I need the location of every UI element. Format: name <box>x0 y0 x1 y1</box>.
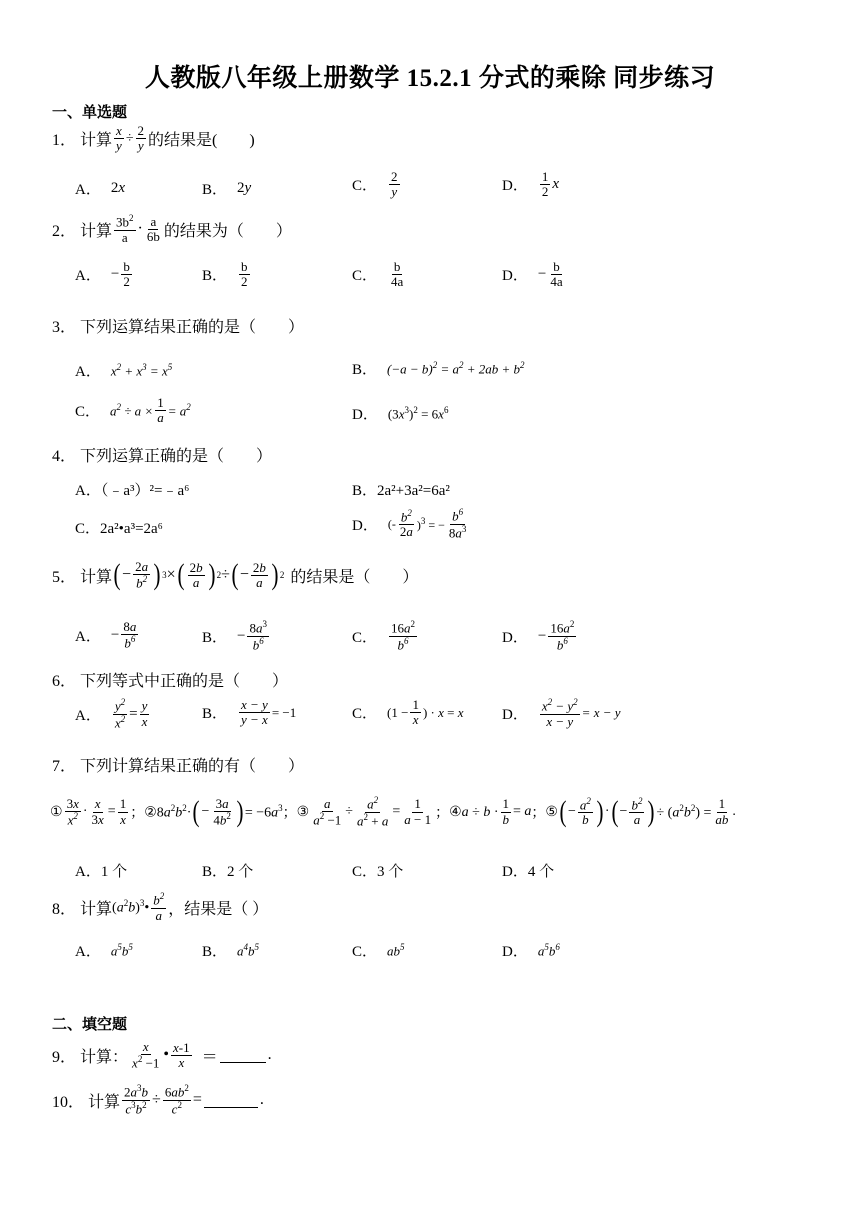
question-10: 10． 计算 $\frac{2a^3b}{c^3b^2}$ ÷ $\frac{6ab^2}{c^2}$ = . <box>52 1083 264 1116</box>
question-suffix: 的结果是（ ） <box>290 568 419 586</box>
question-suffix: 的结果是( ) <box>148 132 255 150</box>
question-prefix: 计算 <box>80 222 113 240</box>
option-a[interactable]: A． $\frac{y^2}{x^2}$ = $\frac{y}{x}$ <box>75 697 148 730</box>
option-b[interactable]: B． $a^4b^5$ <box>202 941 260 960</box>
option-d[interactable]: D．4 个 <box>502 864 555 880</box>
option-c[interactable]: C． $\frac{2}{y}$ <box>352 169 398 200</box>
option-b[interactable]: B． $(-a - b)^2 = a^2 + 2ab + b^2$ <box>352 359 525 378</box>
question-3 <box>52 314 304 337</box>
question-number: 2． <box>52 222 77 240</box>
question-1: 1． 计算 $\frac{x}{y}$ ÷ $\frac{2}{y}$ 的结果是( ) <box>52 123 255 154</box>
option-b[interactable]: B． − $\frac{8a^3}{b^6}$ <box>202 619 267 652</box>
option-d[interactable]: D． $\frac{x^2 - y^2}{x - y}$ = x − y <box>502 697 621 729</box>
period: . <box>259 1091 264 1109</box>
option-a[interactable]: A． $x^2 + x^3 = x^5$ <box>75 361 173 380</box>
option-d[interactable]: D． $(3x^3)^2 = 6x^6$ <box>352 404 449 423</box>
option-d[interactable]: D． − $\frac{16a^2}{b^6}$ <box>502 619 575 652</box>
option-b[interactable]: B． $\frac{b}{2}$ <box>202 259 248 290</box>
math-fraction: $\frac{3b^2}{a}$ <box>116 213 134 245</box>
option-b[interactable]: B． 2y <box>202 180 252 198</box>
question-8: 8． 计算 $(a^2b)^3•$ $\frac{b^2}{a}$ ，结果是（ ） <box>52 891 269 923</box>
section-heading-single-choice: 一、单选题 <box>52 105 128 121</box>
question-7-statements: ① $\frac{3x}{x^2}$ · $\frac{x}{3x}$ = $\frac{1}{x}$ ； $②8a^2b^2\cdot$ ( − $\frac{3a}{4b^2}$ ) = $-6a^3$ ； ③ $\frac{a}{a^2 -1}$ ÷ $\frac{a^2}{a^2 + a}$ = $\frac{1}{a - 1}$ ； ④a ÷ b · $\frac{1}{b}$ = a ； ⑤ ( − $\frac{a^2}{b}$ ) · ( − $\frac{b^2}{a}$ ) ÷ $(a^2b^2)$ = $\frac{1}{ab}$ . <box>50 795 736 829</box>
option-d[interactable]: D． (- $\frac{b^2}{2a}$ )$^3$ = − $\frac{b^6}{8a^3}$ <box>352 507 467 540</box>
question-9: 9． 计算： $\frac{x}{x^2 -1}$ • $\frac{x-1}{x}$ ＝ . <box>52 1039 272 1071</box>
section-heading-fill-blank: 二、填空题 <box>52 1017 128 1033</box>
question-prefix: 计算： <box>80 1048 129 1066</box>
question-prefix: 计算 <box>80 900 113 918</box>
question-5: 5． 计算 ( − $\frac{2a}{b^2}$ ) 3 × ( $\frac{2b}{a}$ ) 2 ÷ ( − $\frac{2b}{a}$ ) 2 的结果是（ ） <box>52 558 419 592</box>
question-text: 下列等式中正确的是（ ） <box>80 673 289 690</box>
answer-blank[interactable] <box>204 1093 258 1108</box>
option-c[interactable]: C．2a²•a³=2a⁶ <box>75 521 163 537</box>
option-d[interactable]: D． $\frac{1}{2}$ x <box>502 169 560 200</box>
option-a[interactable]: A．1 个 <box>75 864 128 880</box>
option-c[interactable]: C．3 个 <box>352 864 404 880</box>
option-a[interactable]: A．（﹣a³）²=﹣a⁶ <box>75 483 190 499</box>
question-number: 6． <box>52 673 77 690</box>
question-number: 7． <box>52 758 77 775</box>
question-prefix: 计算 <box>80 132 113 150</box>
question-number: 1． <box>52 132 77 150</box>
option-b[interactable]: B．2a²+3a²=6a² <box>352 483 450 499</box>
option-c[interactable]: C． $\frac{16a^2}{b^6}$ <box>352 619 416 652</box>
option-b[interactable]: B． $\frac{x - y}{y - x}$ = −1 <box>202 697 297 728</box>
answer-blank[interactable] <box>220 1048 266 1063</box>
question-suffix: 的结果为（ ） <box>163 222 292 240</box>
math-fraction: $\frac{2}{y}$ <box>137 123 144 154</box>
question-number: 3． <box>52 319 77 336</box>
question-7 <box>52 753 304 776</box>
option-a[interactable]: A． $a^5b^5$ <box>75 941 133 960</box>
option-d[interactable]: D． − $\frac{b}{4a}$ <box>502 259 563 290</box>
math-fraction: $\frac{x}{y}$ <box>116 123 122 154</box>
option-d[interactable]: D． $a^5b^6$ <box>502 941 560 960</box>
question-prefix: 计算 <box>80 568 113 586</box>
question-number: 4． <box>52 448 77 465</box>
option-b[interactable]: B．2 个 <box>202 864 254 880</box>
question-number: 5． <box>52 568 77 586</box>
question-number: 9． <box>52 1048 77 1066</box>
question-suffix: ，结果是（ ） <box>168 900 269 918</box>
option-c[interactable]: C． $ab^5$ <box>352 941 405 960</box>
option-a[interactable]: A． 2x <box>75 180 126 198</box>
question-prefix: 计算 <box>88 1093 121 1111</box>
question-6 <box>52 668 288 691</box>
question-4 <box>52 443 272 466</box>
option-c[interactable]: C． $a^2 \div a$ × $\frac{1}{a}$ = $a^2$ <box>75 395 191 426</box>
question-2: 2． 计算 $\frac{3b^2}{a}$ · $\frac{a}{6b}$ 的结果为（ ） <box>52 213 292 245</box>
period: . <box>267 1046 272 1064</box>
equals-sign: ＝ <box>201 1048 218 1066</box>
page-title: 人教版八年级上册数学 15.2.1 分式的乘除 同步练习 <box>144 65 716 92</box>
option-a[interactable]: A． − $\frac{8a}{b^6}$ <box>75 619 137 651</box>
question-text: 下列运算正确的是（ ） <box>80 448 273 465</box>
question-number: 10． <box>52 1093 85 1111</box>
question-number: 8． <box>52 900 77 918</box>
option-a[interactable]: A． − $\frac{b}{2}$ <box>75 259 130 290</box>
question-text: 下列计算结果正确的有（ ） <box>80 758 305 775</box>
question-text: 下列运算结果正确的是（ ） <box>80 319 305 336</box>
math-fraction: $\frac{a}{6b}$ <box>146 213 160 244</box>
option-c[interactable]: C． $\frac{b}{4a}$ <box>352 259 404 290</box>
option-c[interactable]: C． (1 − $\frac{1}{x}$ ) · x = x <box>352 697 464 728</box>
